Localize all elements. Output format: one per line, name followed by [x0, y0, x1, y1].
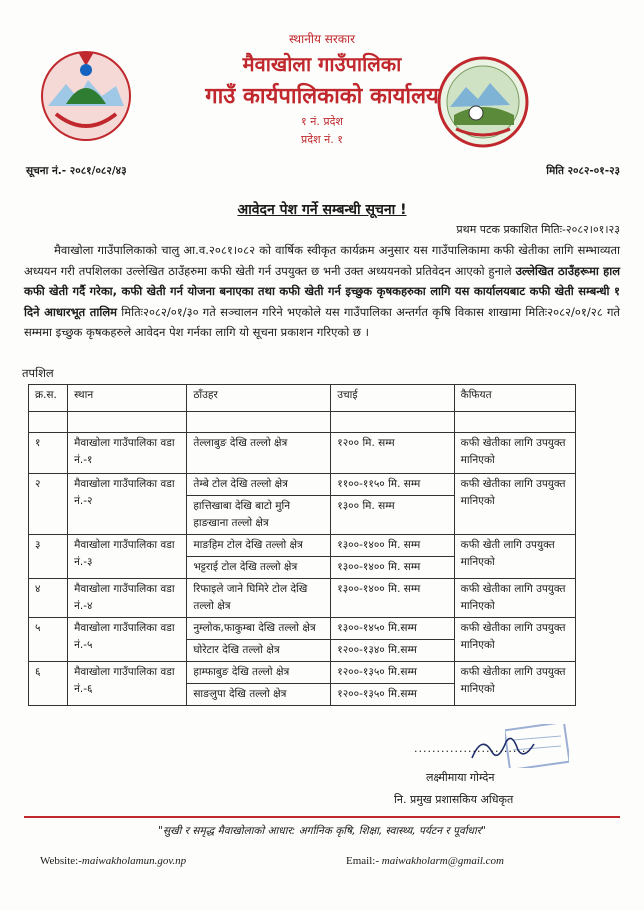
- header-altitude: उचाई: [331, 385, 454, 412]
- cell-site: हाम्फाबुङ देखि तल्लो क्षेत्र: [187, 662, 331, 684]
- table-row: [29, 618, 576, 640]
- table-row: [29, 535, 576, 557]
- email-label: Email:-: [346, 855, 382, 867]
- table-spacer-row: [29, 412, 576, 433]
- cell-place: मैवाखोला गाउँपालिका वडा नं.-२: [68, 474, 187, 535]
- cell-altitude: १२००-१३५० मि.सम्म: [331, 684, 454, 706]
- cell-altitude: १३००-१४०० मि. सम्म: [331, 535, 454, 557]
- cell-site: घोरेटार देखि तल्लो क्षेत्र: [187, 640, 331, 662]
- notice-title-text: आवेदन पेश गर्ने सम्बन्धी सूचना !: [237, 202, 407, 218]
- cell-site: नुम्लोक,फाकुम्बा देखि तल्लो क्षेत्र: [187, 618, 331, 640]
- municipality-name: मैवाखोला गाउँपालिका: [242, 52, 402, 76]
- signature-line: ..........................: [414, 742, 531, 755]
- cell-sn: १: [29, 433, 68, 474]
- cell-place: मैवाखोला गाउँपालिका वडा नं.-६: [68, 662, 187, 706]
- office-province: प्रदेश नं. १: [301, 133, 343, 146]
- cell-site: साङलुपा देखि तल्लो क्षेत्र: [187, 684, 331, 706]
- cell-site: तेल्लाबुङ देखि तल्लो क्षेत्र: [187, 433, 331, 474]
- notice-body-bold: उल्लेखित ठाउँहरूमा हाल कफी खेती गर्दै गरेका, कफी खेती गर्न योजना बनाएका तथा कफी खेती गर्न इच्छुक कृषकहरुका लागि यस कार्यालयबाट कफी खेती सम्बन्धी १ दिने आधारभूत तालिम: [24, 263, 620, 319]
- cell-place: मैवाखोला गाउँपालिका वडा नं.-१: [68, 433, 187, 474]
- cell-remark: कफी खेतीका लागि उपयुक्त मानिएको: [454, 433, 575, 474]
- cell-sn: ४: [29, 579, 68, 618]
- notice-date: मिति २०८२-०१-२३: [546, 165, 620, 177]
- header-place: स्थान: [68, 385, 187, 412]
- cell-sn: ६: [29, 662, 68, 706]
- first-published-date: प्रथम पटक प्रकाशित मितिः-२०८२।०१।२३: [456, 223, 620, 236]
- notice-body-part2: मितिः२०८२/०१/३० गते सञ्चालन गरिने भएकोले यस गाउँपालिका अन्तर्गत कृषि विकास शाखामा मितिः२०८२/०१/२८ गते सम्ममा इच्छुक कृषकहरुले आवेदन पेश गर्नका लागि यो सूचना प्रकाशन गरिएको छ ।: [24, 304, 620, 339]
- cell-remark: कफी खेतीका लागि उपयुक्त मानिएको: [454, 662, 575, 706]
- cell-altitude: १३००-१४०० मि. सम्म: [331, 557, 454, 579]
- cell-remark: कफी खेतीका लागि उपयुक्त मानिएको: [454, 618, 575, 662]
- cell-site: रिफाइले जाने घिमिरे टोल देखि तल्लो क्षेत्र: [187, 579, 331, 618]
- office-address: १ नं. प्रदेश: [301, 115, 343, 128]
- cell-altitude: १२०० मि. सम्म: [331, 433, 454, 474]
- footer-divider: [24, 816, 620, 818]
- cell-sn: ५: [29, 618, 68, 662]
- coffee-sites-table: [28, 384, 576, 706]
- cell-altitude: ११००-११५० मि. सम्म: [331, 474, 454, 496]
- cell-place: मैवाखोला गाउँपालिका वडा नं.-३: [68, 535, 187, 579]
- cell-remark: कफी खेतीका लागि उपयुक्त मानिएको: [454, 579, 575, 618]
- cell-remark: कफी खेतीका लागि उपयुक्त मानिएको: [454, 474, 575, 535]
- cell-site: हात्तिखाबा देखि बाटो मुनि हाङखाना तल्लो क्षेत्र: [187, 496, 331, 535]
- footer-motto: "सुखी र समृद्ध मैवाखोलाको आधार: अर्गानिक कृषि, शिक्षा, स्वास्थ्य, पर्यटन र पूर्वाधार": [158, 825, 486, 837]
- cell-altitude: १३००-१४०० मि. सम्म: [331, 579, 454, 618]
- cell-place: मैवाखोला गाउँपालिका वडा नं.-४: [68, 579, 187, 618]
- cell-site: भट्टराई टोल देखि तल्लो क्षेत्र: [187, 557, 331, 579]
- notice-number: सूचना नं.- २०८१/०८२/४३: [26, 165, 127, 177]
- table-row: [29, 579, 576, 618]
- cell-altitude: १२००-१३४० मि.सम्म: [331, 640, 454, 662]
- header-sites: ठाँउहर: [187, 385, 331, 412]
- cell-altitude: १३००-१४५० मि.सम्म: [331, 618, 454, 640]
- website-link[interactable]: maiwakholamun.gov.np: [81, 855, 187, 867]
- signatory-post: नि. प्रमुख प्रशासकिय अधिकृत: [394, 793, 514, 806]
- office-name: गाउँ कार्यपालिकाको कार्यालय: [205, 84, 439, 109]
- notice-body-part1: मैवाखोला गाउँपालिकाको चालु आ.व.२०८१।०८२ को वार्षिक स्वीकृत कार्यक्रम अनुसार यस गाउँपालिकामा कफी खेतीका लागि सम्भाव्यता अध्ययन गरी तपशिलका उल्लेखित ठाउँहरुमा कफी खेती गर्न उपयुक्त छ भनी उक्त अध्ययनको प्रतिवेदन आएको हुनाले: [24, 243, 620, 278]
- table-row: [29, 474, 576, 496]
- notice-title: [0, 200, 644, 219]
- notice-body: [24, 240, 620, 343]
- details-label: तपशिल: [22, 366, 54, 380]
- cell-site: माङहिम टोल देखि तल्लो क्षेत्र: [187, 535, 331, 557]
- website-label: Website:-: [40, 855, 82, 867]
- cell-sn: २: [29, 474, 68, 535]
- cell-remark: कफी खेती लागि उपयुक्त मानिएको: [454, 535, 575, 579]
- cell-altitude: १३०० मि. सम्म: [331, 496, 454, 535]
- footer-email: [346, 855, 504, 867]
- footer-website: [40, 855, 186, 867]
- cell-place: मैवाखोला गाउँपालिका वडा नं.-५: [68, 618, 187, 662]
- header-remarks: कैफियत: [454, 385, 575, 412]
- table-header-row: [29, 385, 576, 412]
- cell-site: तेम्बे टोल देखि तल्लो क्षेत्र: [187, 474, 331, 496]
- cell-altitude: १२००-१३५० मि.सम्म: [331, 662, 454, 684]
- email-link[interactable]: maiwakholarm@gmail.com: [381, 855, 505, 867]
- table-row: [29, 433, 576, 474]
- cell-sn: ३: [29, 535, 68, 579]
- signatory-name: लक्ष्मीमाया गोम्देन: [426, 771, 495, 784]
- table-row: [29, 662, 576, 684]
- header-sn: क्र.स.: [29, 385, 68, 412]
- municipality-seal-icon: [436, 55, 530, 149]
- header-local-government: स्थानीय सरकार: [289, 32, 355, 46]
